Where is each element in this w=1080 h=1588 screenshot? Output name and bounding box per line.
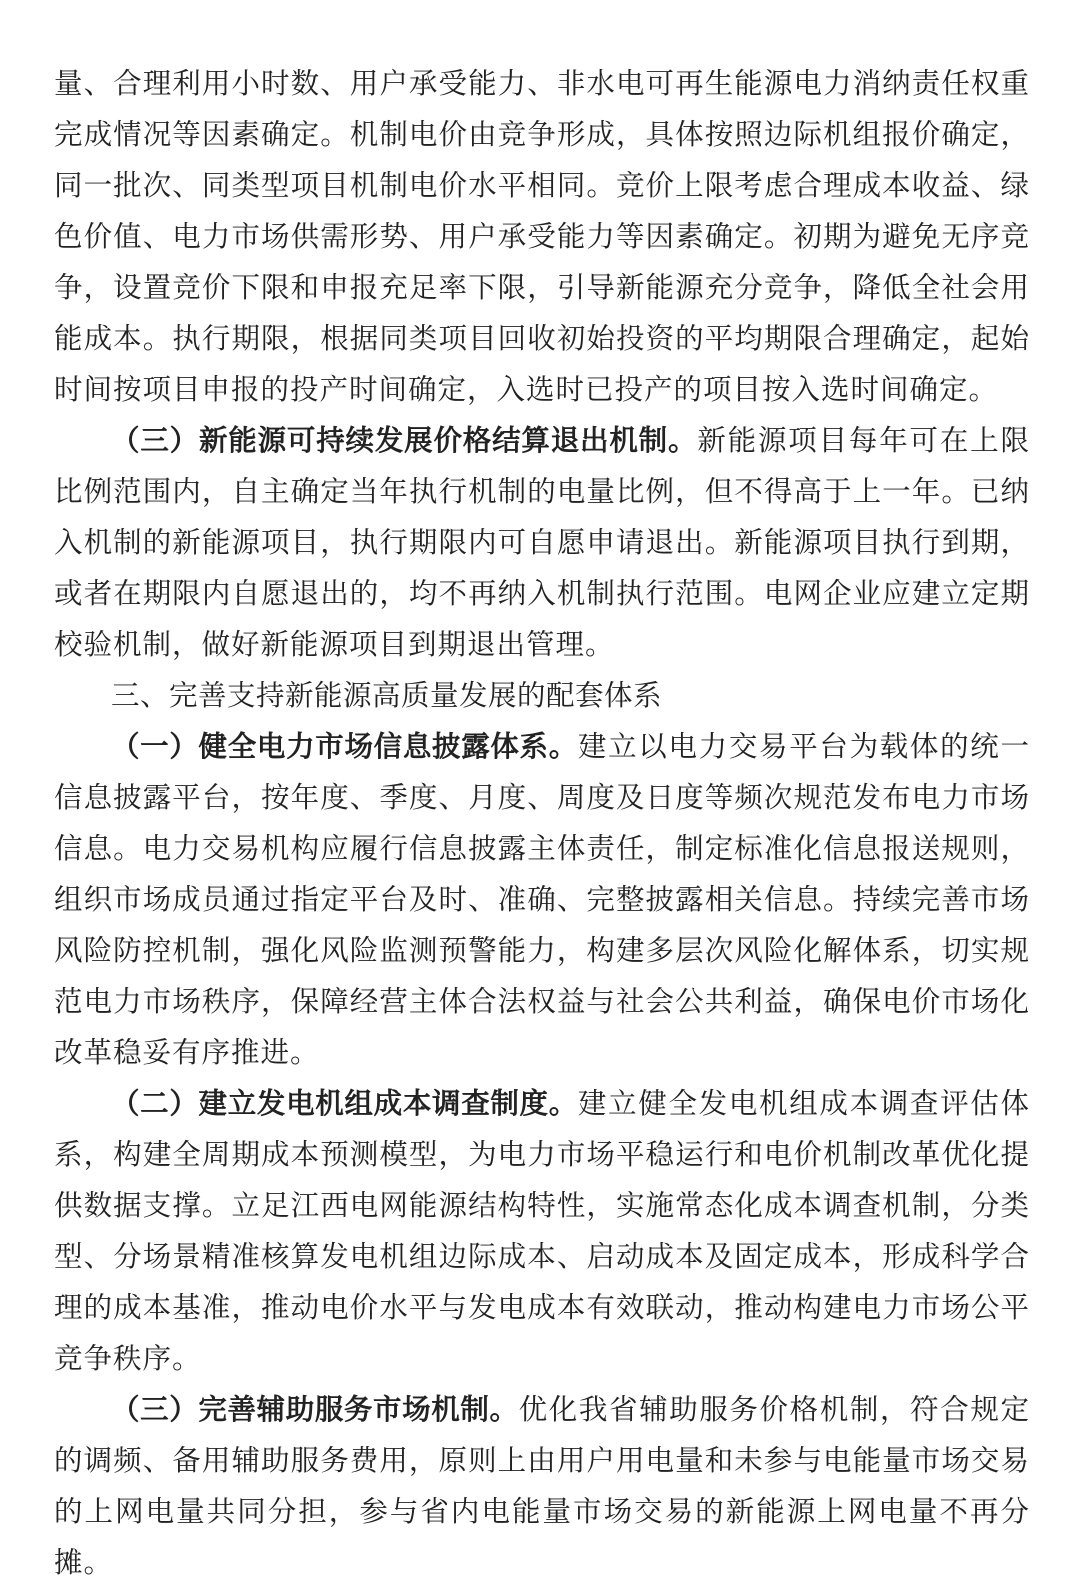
paragraph-continuation: 量、合理利用小时数、用户承受能力、非水电可再生能源电力消纳责任权重完成情况等因素确定。机制电价由竞争形成，具体按照边际机组报价确定，同一批次、同类型项目机制电价水平相同。竞价上限考虑合理成本收益、绿色价值、电力市场供需形势、用户承受能力等因素确定。初期为避免无序竞争，设置竞价下限和申报充足率下限，引导新能源充分竞争，降低全社会用能成本。执行期限，根据同类项目回收初始投资的平均期限合理确定，起始时间按项目申报的投产时间确定，入选时已投产的项目按入选时间确定。 <box>54 67 1030 406</box>
subheading-cost-survey: （二）建立发电机组成本调查制度。 <box>111 1087 578 1120</box>
paragraph-exit-mechanism <box>54 415 1030 670</box>
paragraph-cost-survey <box>54 1078 1030 1384</box>
paragraph-info-disclosure-body: 建立以电力交易平台为载体的统一信息披露平台，按年度、季度、月度、周度及日度等频次规范发布电力市场信息。电力交易机构应履行信息披露主体责任，制定标准化信息报送规则，组织市场成员通过指定平台及时、准确、完整披露相关信息。持续完善市场风险防控机制，强化风险监测预警能力，构建多层次风险化解体系，切实规范电力市场秩序，保障经营主体合法权益与社会公共利益，确保电价市场化改革稳妥有序推进。 <box>54 730 1030 1069</box>
document-page <box>54 58 1030 1588</box>
section-title-supporting-system: 三、完善支持新能源高质量发展的配套体系 <box>111 679 663 712</box>
subheading-ancillary-services: （三）完善辅助服务市场机制。 <box>111 1393 519 1426</box>
paragraph-exit-mechanism-body: 新能源项目每年可在上限比例范围内，自主确定当年执行机制的电量比例，但不得高于上一年。已纳入机制的新能源项目，执行期限内可自愿申请退出。新能源项目执行到期，或者在期限内自愿退出的，均不再纳入机制执行范围。电网企业应建立定期校验机制，做好新能源项目到期退出管理。 <box>54 424 1030 661</box>
paragraph-ancillary-services <box>54 1384 1030 1588</box>
paragraph-cost-survey-body: 建立健全发电机组成本调查评估体系，构建全周期成本预测模型，为电力市场平稳运行和电价机制改革优化提供数据支撑。立足江西电网能源结构特性，实施常态化成本调查机制，分类型、分场景精准核算发电机组边际成本、启动成本及固定成本，形成科学合理的成本基准，推动电价水平与发电成本有效联动，推动构建电力市场公平竞争秩序。 <box>54 1087 1030 1375</box>
paragraph-info-disclosure <box>54 721 1030 1078</box>
paragraph-ancillary-services-body: 优化我省辅助服务价格机制，符合规定的调频、备用辅助服务费用，原则上由用户用电量和未参与电能量市场交易的上网电量共同分担，参与省内电能量市场交易的新能源上网电量不再分摊。 <box>54 1393 1030 1579</box>
subheading-exit-mechanism: （三）新能源可持续发展价格结算退出机制。 <box>111 424 698 457</box>
subheading-info-disclosure: （一）健全电力市场信息披露体系。 <box>111 730 578 763</box>
